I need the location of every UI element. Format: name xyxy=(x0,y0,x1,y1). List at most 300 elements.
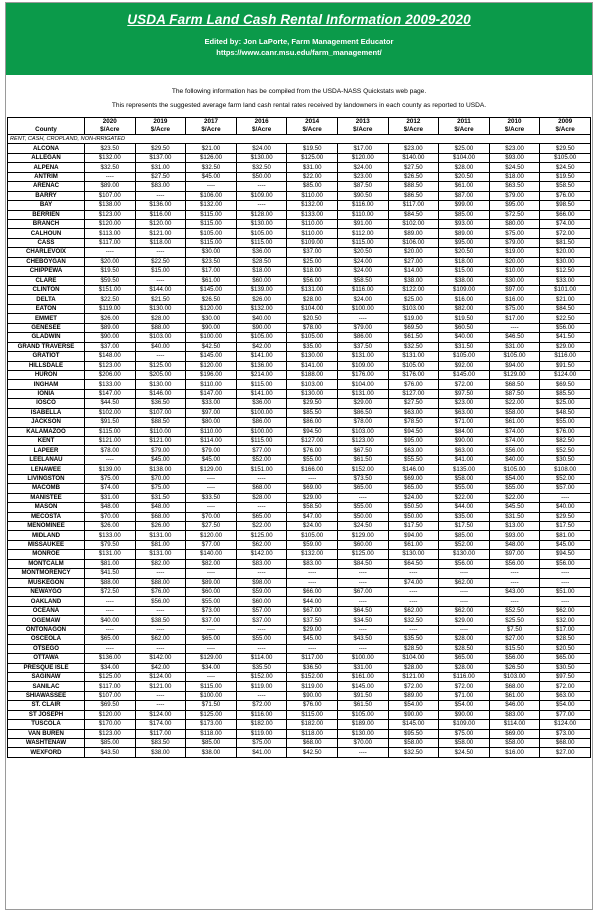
rent-value-cell: $73.00 xyxy=(540,729,591,738)
rent-value-cell: $34.50 xyxy=(337,616,388,625)
rent-value-cell: ---- xyxy=(287,644,338,653)
rent-value-cell: $44.00 xyxy=(439,503,490,512)
rent-value-cell: $67.50 xyxy=(337,446,388,455)
rent-value-cell: $85.00 xyxy=(287,182,338,191)
rent-value-cell: $100.00 xyxy=(236,427,287,436)
rent-value-cell: $20.50 xyxy=(540,644,591,653)
rent-value-cell: ---- xyxy=(236,182,287,191)
rent-value-cell: $72.00 xyxy=(540,229,591,238)
rent-value-cell: ---- xyxy=(388,569,439,578)
rent-value-cell: ---- xyxy=(337,748,388,757)
county-name-cell: NEWAYGO xyxy=(8,588,85,597)
rent-value-cell: ---- xyxy=(85,644,136,653)
rent-value-cell: $107.00 xyxy=(85,191,136,200)
rent-value-cell: ---- xyxy=(135,352,186,361)
county-name-cell: CLINTON xyxy=(8,286,85,295)
rent-value-cell: $27.00 xyxy=(540,748,591,757)
rent-value-cell: $68.00 xyxy=(540,739,591,748)
rent-value-cell: $84.00 xyxy=(439,427,490,436)
rent-value-cell: $109.00 xyxy=(439,720,490,729)
rent-value-cell: $130.00 xyxy=(236,219,287,228)
year-header: 2020 xyxy=(85,118,136,127)
rent-value-cell: $146.00 xyxy=(135,389,186,398)
rent-value-cell: $48.00 xyxy=(489,540,540,549)
header-blank xyxy=(8,118,85,127)
rent-value-cell: $76.00 xyxy=(540,427,591,436)
rent-value-cell: $87.50 xyxy=(337,182,388,191)
rent-value-cell: $84.50 xyxy=(337,559,388,568)
rent-value-cell: $98.00 xyxy=(236,578,287,587)
county-name-cell: MUSKEGON xyxy=(8,578,85,587)
rent-value-cell: $31.50 xyxy=(135,493,186,502)
rent-value-cell: $64.50 xyxy=(388,559,439,568)
table-row xyxy=(8,512,591,521)
rent-value-cell: $120.00 xyxy=(337,153,388,162)
rent-value-cell: $22.00 xyxy=(489,493,540,502)
rent-value-cell: $123.00 xyxy=(85,729,136,738)
rent-value-cell: $105.00 xyxy=(337,710,388,719)
rent-value-cell: $83.00 xyxy=(287,559,338,568)
rent-value-cell: $61.00 xyxy=(489,691,540,700)
rent-value-cell: $42.50 xyxy=(287,748,338,757)
rent-value-cell: $52.00 xyxy=(540,474,591,483)
year-header: 2017 xyxy=(186,118,237,127)
table-row xyxy=(8,616,591,625)
rent-value-cell: $130.00 xyxy=(135,304,186,313)
rent-value-cell: $74.00 xyxy=(489,437,540,446)
title-banner xyxy=(6,3,592,75)
rent-value-cell: $28.00 xyxy=(135,314,186,323)
rent-value-cell: $152.00 xyxy=(287,672,338,681)
county-name-cell: MONTMORENCY xyxy=(8,569,85,578)
rent-value-cell: $126.00 xyxy=(186,153,237,162)
rent-value-cell: $60.00 xyxy=(337,540,388,549)
rent-value-cell: $21.50 xyxy=(135,295,186,304)
rent-value-cell: $63.00 xyxy=(388,408,439,417)
rent-value-cell: $125.00 xyxy=(135,361,186,370)
rent-value-cell: $54.00 xyxy=(388,701,439,710)
rent-value-cell: $24.00 xyxy=(337,163,388,172)
rent-value-cell: $142.00 xyxy=(135,654,186,663)
rent-value-cell: ---- xyxy=(236,201,287,210)
rent-value-cell: $69.50 xyxy=(540,380,591,389)
table-row xyxy=(8,144,591,153)
rent-value-cell: $110.00 xyxy=(186,380,237,389)
rent-value-cell: $102.00 xyxy=(85,408,136,417)
rent-value-cell: $116.00 xyxy=(337,286,388,295)
rent-value-cell: ---- xyxy=(388,597,439,606)
rent-value-cell: $89.00 xyxy=(439,229,490,238)
rent-value-cell: ---- xyxy=(135,569,186,578)
county-name-cell: SAGINAW xyxy=(8,672,85,681)
rent-value-cell: $38.00 xyxy=(135,748,186,757)
rent-value-cell: $36.50 xyxy=(135,399,186,408)
rent-value-cell: ---- xyxy=(85,172,136,181)
rent-value-cell: $68.00 xyxy=(489,682,540,691)
rent-value-cell: $152.00 xyxy=(337,465,388,474)
rent-value-cell: $72.00 xyxy=(439,682,490,691)
rent-value-cell: $69.50 xyxy=(388,323,439,332)
rent-value-cell: $26.50 xyxy=(489,663,540,672)
rent-value-cell: $84.50 xyxy=(388,210,439,219)
rent-value-cell: $107.00 xyxy=(135,408,186,417)
rent-value-cell: $76.00 xyxy=(135,588,186,597)
rent-value-cell: $120.00 xyxy=(85,710,136,719)
rent-value-cell: ---- xyxy=(135,276,186,285)
rent-value-cell: $71.00 xyxy=(439,691,490,700)
rent-value-cell: $99.00 xyxy=(439,201,490,210)
rent-value-cell: $115.00 xyxy=(186,210,237,219)
county-name-cell: OTTAWA xyxy=(8,654,85,663)
rent-value-cell: $20.50 xyxy=(337,248,388,257)
rent-value-cell: $22.50 xyxy=(85,295,136,304)
rent-value-cell: $31.00 xyxy=(85,493,136,502)
rent-value-cell: $73.00 xyxy=(186,606,237,615)
rent-value-cell: $28.50 xyxy=(540,635,591,644)
rent-value-cell: $20.50 xyxy=(439,172,490,181)
rent-value-cell: $33.00 xyxy=(540,276,591,285)
table-row xyxy=(8,361,591,370)
rent-value-cell: $105.00 xyxy=(186,229,237,238)
rent-value-cell: $60.00 xyxy=(236,276,287,285)
county-name-cell: MANISTEE xyxy=(8,493,85,502)
rent-value-cell: ---- xyxy=(489,569,540,578)
rent-value-cell: $46.00 xyxy=(489,701,540,710)
rent-value-cell: $145.00 xyxy=(388,720,439,729)
rent-value-cell: $29.00 xyxy=(287,493,338,502)
rent-value-cell: $22.00 xyxy=(287,172,338,181)
rent-value-cell: $118.00 xyxy=(135,238,186,247)
rent-value-cell: $21.00 xyxy=(186,144,237,153)
rent-value-cell: ---- xyxy=(388,625,439,634)
rent-value-cell: $71.00 xyxy=(439,418,490,427)
rent-value-cell: $188.00 xyxy=(287,370,338,379)
rent-value-cell: $43.00 xyxy=(489,588,540,597)
table-row xyxy=(8,163,591,172)
table-row xyxy=(8,408,591,417)
rent-value-cell: $78.00 xyxy=(85,446,136,455)
rent-value-cell: $94.50 xyxy=(287,427,338,436)
rent-value-cell: $108.00 xyxy=(540,465,591,474)
unit-header: $/Acre xyxy=(337,126,388,135)
rent-value-cell: $117.00 xyxy=(287,654,338,663)
rent-value-cell: $75.00 xyxy=(439,729,490,738)
rent-value-cell: $106.00 xyxy=(388,238,439,247)
rent-value-cell: $24.00 xyxy=(337,295,388,304)
unit-header: $/Acre xyxy=(540,126,591,135)
rent-value-cell: $141.00 xyxy=(287,361,338,370)
county-name-cell: INGHAM xyxy=(8,380,85,389)
rent-value-cell: $121.00 xyxy=(85,437,136,446)
rent-value-cell: ---- xyxy=(489,578,540,587)
rent-value-cell: $60.00 xyxy=(186,588,237,597)
table-row xyxy=(8,569,591,578)
rent-value-cell: ---- xyxy=(186,644,237,653)
rent-value-cell: $116.00 xyxy=(439,672,490,681)
rent-value-cell: $120.00 xyxy=(186,361,237,370)
table-row xyxy=(8,314,591,323)
rent-value-cell: $80.00 xyxy=(489,219,540,228)
rent-value-cell: $20.00 xyxy=(388,248,439,257)
rent-value-cell: ---- xyxy=(186,474,237,483)
rent-value-cell: $15.00 xyxy=(135,267,186,276)
table-row xyxy=(8,191,591,200)
table-row xyxy=(8,304,591,313)
source-url[interactable]: https://www.canr.msu.edu/farm_management/ xyxy=(216,48,382,57)
rent-value-cell: $124.00 xyxy=(540,370,591,379)
rent-value-cell: $79.00 xyxy=(489,238,540,247)
county-name-cell: LENAWEE xyxy=(8,465,85,474)
rent-value-cell: $40.00 xyxy=(439,333,490,342)
county-name-cell: MISSAUKEE xyxy=(8,540,85,549)
rent-value-cell: $56.00 xyxy=(287,276,338,285)
rent-value-cell: $29.50 xyxy=(540,512,591,521)
rent-value-cell: $85.50 xyxy=(540,389,591,398)
rent-value-cell: $119.00 xyxy=(85,304,136,313)
rent-value-cell: $82.50 xyxy=(540,437,591,446)
rent-value-cell: $85.50 xyxy=(287,408,338,417)
rent-value-cell: $62.00 xyxy=(439,578,490,587)
rent-value-cell: $105.00 xyxy=(439,352,490,361)
rent-value-cell: $91.50 xyxy=(337,691,388,700)
rent-value-cell: $176.00 xyxy=(337,370,388,379)
county-name-cell: VAN BUREN xyxy=(8,729,85,738)
rent-value-cell: $48.00 xyxy=(85,503,136,512)
rent-value-cell: $86.00 xyxy=(337,333,388,342)
rent-value-cell: $78.00 xyxy=(337,418,388,427)
county-name-cell: IOSCO xyxy=(8,399,85,408)
rent-value-cell: $40.00 xyxy=(489,455,540,464)
year-header: 2019 xyxy=(135,118,186,127)
county-name-cell: WEXFORD xyxy=(8,748,85,757)
county-name-cell: ST. CLAIR xyxy=(8,701,85,710)
county-name-cell: ALPENA xyxy=(8,163,85,172)
section-row xyxy=(8,135,591,144)
rent-value-cell: $58.50 xyxy=(337,276,388,285)
year-header-row xyxy=(8,118,591,127)
rent-value-cell: $29.00 xyxy=(287,625,338,634)
rent-value-cell: $91.50 xyxy=(85,418,136,427)
rent-value-cell: $103.00 xyxy=(489,672,540,681)
table-row xyxy=(8,606,591,615)
table-row xyxy=(8,682,591,691)
table-row xyxy=(8,342,591,351)
rent-value-cell: $22.50 xyxy=(135,257,186,266)
rent-value-cell: $24.50 xyxy=(540,163,591,172)
unit-header: $/Acre xyxy=(439,126,490,135)
rent-value-cell: $131.00 xyxy=(85,550,136,559)
county-name-cell: OSCEOLA xyxy=(8,635,85,644)
rent-value-cell: $120.00 xyxy=(135,219,186,228)
rent-value-cell: $118.00 xyxy=(287,729,338,738)
rent-value-cell: $27.50 xyxy=(388,163,439,172)
rent-value-cell: $125.00 xyxy=(236,531,287,540)
rent-value-cell: $10.00 xyxy=(489,267,540,276)
rent-value-cell: $29.00 xyxy=(337,399,388,408)
rent-value-cell: $58.00 xyxy=(489,739,540,748)
rent-value-cell: $18.00 xyxy=(439,257,490,266)
rent-value-cell: ---- xyxy=(236,691,287,700)
rent-value-cell: $110.00 xyxy=(287,191,338,200)
county-name-cell: OTSEGO xyxy=(8,644,85,653)
rent-value-cell: $54.00 xyxy=(439,701,490,710)
rent-value-cell: $122.00 xyxy=(388,286,439,295)
rent-value-cell: $80.00 xyxy=(186,418,237,427)
year-header: 2010 xyxy=(489,118,540,127)
rent-value-cell: $145.00 xyxy=(337,682,388,691)
rent-value-cell: $140.00 xyxy=(388,153,439,162)
county-name-cell: JACKSON xyxy=(8,418,85,427)
rent-value-cell: $104.00 xyxy=(337,380,388,389)
rent-value-cell: $56.00 xyxy=(540,323,591,332)
rent-value-cell: $103.00 xyxy=(337,427,388,436)
rent-value-cell: $31.00 xyxy=(135,163,186,172)
table-row xyxy=(8,295,591,304)
table-row xyxy=(8,729,591,738)
rent-value-cell: ---- xyxy=(236,625,287,634)
rent-value-cell: $109.00 xyxy=(287,238,338,247)
rent-value-cell: $71.50 xyxy=(186,701,237,710)
county-name-cell: MIDLAND xyxy=(8,531,85,540)
rent-value-cell: $38.00 xyxy=(439,276,490,285)
rent-value-cell: $97.50 xyxy=(540,672,591,681)
rent-value-cell: $42.00 xyxy=(236,342,287,351)
rent-value-cell: $31.00 xyxy=(337,663,388,672)
rent-value-cell: $35.00 xyxy=(287,342,338,351)
rent-value-cell: $100.00 xyxy=(186,333,237,342)
rent-value-cell: $91.00 xyxy=(337,219,388,228)
rent-value-cell: $19.50 xyxy=(540,172,591,181)
rent-value-cell: $124.00 xyxy=(135,710,186,719)
rent-value-cell: $85.00 xyxy=(439,210,490,219)
rent-value-cell: $26.00 xyxy=(85,314,136,323)
rent-value-cell: $138.00 xyxy=(85,201,136,210)
table-row xyxy=(8,701,591,710)
rent-value-cell: $25.00 xyxy=(388,295,439,304)
rent-value-cell: $88.00 xyxy=(135,578,186,587)
rent-value-cell: $130.00 xyxy=(236,153,287,162)
rent-value-cell: $87.00 xyxy=(439,191,490,200)
rent-value-cell: ---- xyxy=(287,474,338,483)
rent-value-cell: $115.00 xyxy=(236,437,287,446)
rent-value-cell: $56.00 xyxy=(135,597,186,606)
rent-value-cell: $24.50 xyxy=(439,748,490,757)
rent-value-cell: $100.00 xyxy=(337,654,388,663)
rent-value-cell: ---- xyxy=(85,606,136,615)
year-header: 2009 xyxy=(540,118,591,127)
rent-value-cell: $182.00 xyxy=(287,720,338,729)
rent-value-cell: $25.00 xyxy=(540,399,591,408)
table-row xyxy=(8,559,591,568)
rent-value-cell: $161.00 xyxy=(337,672,388,681)
rent-value-cell: $45.00 xyxy=(135,455,186,464)
rent-value-cell: $206.00 xyxy=(85,370,136,379)
rent-value-cell: ---- xyxy=(337,625,388,634)
county-name-cell: PRESQUE ISLE xyxy=(8,663,85,672)
rent-value-cell: $90.00 xyxy=(388,710,439,719)
table-row xyxy=(8,588,591,597)
table-row xyxy=(8,521,591,530)
rent-value-cell: $88.00 xyxy=(135,323,186,332)
rent-value-cell: $103.00 xyxy=(388,304,439,313)
rent-value-cell: ---- xyxy=(540,493,591,502)
rent-value-cell: $40.00 xyxy=(540,503,591,512)
rent-value-cell: $61.50 xyxy=(337,701,388,710)
rent-value-cell: $17.50 xyxy=(540,521,591,530)
document-title: USDA Farm Land Cash Rental Information 2009-2020 xyxy=(127,12,471,27)
rent-value-cell: $36.00 xyxy=(236,399,287,408)
rent-value-cell: $141.00 xyxy=(236,352,287,361)
rent-value-cell: $37.00 xyxy=(287,248,338,257)
rent-value-cell: $132.00 xyxy=(287,201,338,210)
rent-value-cell: $74.00 xyxy=(489,427,540,436)
rent-value-cell: $115.00 xyxy=(337,238,388,247)
rent-value-cell: $30.00 xyxy=(186,248,237,257)
rent-value-cell: $65.00 xyxy=(85,635,136,644)
rent-value-cell: $60.50 xyxy=(439,323,490,332)
rent-value-cell: $40.00 xyxy=(85,616,136,625)
rent-value-cell: ---- xyxy=(439,625,490,634)
rent-value-cell: $137.00 xyxy=(135,153,186,162)
county-name-cell: OCEANA xyxy=(8,606,85,615)
rent-value-cell: $130.00 xyxy=(287,352,338,361)
county-name-cell: LEELANAU xyxy=(8,455,85,464)
rent-value-cell: $52.50 xyxy=(540,446,591,455)
table-row xyxy=(8,238,591,247)
table-row xyxy=(8,625,591,634)
rent-value-cell: $94.00 xyxy=(489,361,540,370)
rent-value-cell: $104.00 xyxy=(388,654,439,663)
table-row xyxy=(8,654,591,663)
rent-value-cell: $61.50 xyxy=(337,455,388,464)
rent-value-cell: $120.00 xyxy=(186,531,237,540)
rent-value-cell: ---- xyxy=(439,569,490,578)
rent-value-cell: $147.00 xyxy=(85,389,136,398)
rent-value-cell: $70.00 xyxy=(135,474,186,483)
county-name-cell: DELTA xyxy=(8,295,85,304)
rent-value-cell: ---- xyxy=(85,455,136,464)
county-name-cell: CALHOUN xyxy=(8,229,85,238)
rent-value-cell: $128.00 xyxy=(236,210,287,219)
rent-value-cell: $69.00 xyxy=(287,484,338,493)
rent-value-cell: $29.50 xyxy=(287,399,338,408)
rent-value-cell: $116.00 xyxy=(236,710,287,719)
rent-value-cell: $68.50 xyxy=(489,380,540,389)
rent-value-cell: $90.00 xyxy=(236,323,287,332)
rent-value-cell: $50.50 xyxy=(388,503,439,512)
rent-value-cell: $69.50 xyxy=(85,701,136,710)
rent-value-cell: $37.00 xyxy=(186,616,237,625)
rent-value-cell: $136.00 xyxy=(85,654,136,663)
table-row xyxy=(8,635,591,644)
rent-value-cell: $70.00 xyxy=(337,739,388,748)
rent-value-cell: $40.00 xyxy=(236,314,287,323)
rent-value-cell: $70.00 xyxy=(85,512,136,521)
rent-value-cell: $116.00 xyxy=(135,210,186,219)
rent-value-cell: ---- xyxy=(540,569,591,578)
rent-value-cell: $62.00 xyxy=(439,606,490,615)
rent-value-cell: $121.00 xyxy=(135,682,186,691)
rent-value-cell: $36.00 xyxy=(236,248,287,257)
rent-value-cell: $15.50 xyxy=(489,644,540,653)
rent-value-cell: $89.00 xyxy=(388,229,439,238)
table-row xyxy=(8,437,591,446)
rent-value-cell: $116.00 xyxy=(540,352,591,361)
rent-value-cell: $55.00 xyxy=(489,484,540,493)
rent-value-cell: $28.00 xyxy=(439,163,490,172)
table-row xyxy=(8,455,591,464)
rent-value-cell: $32.50 xyxy=(85,163,136,172)
